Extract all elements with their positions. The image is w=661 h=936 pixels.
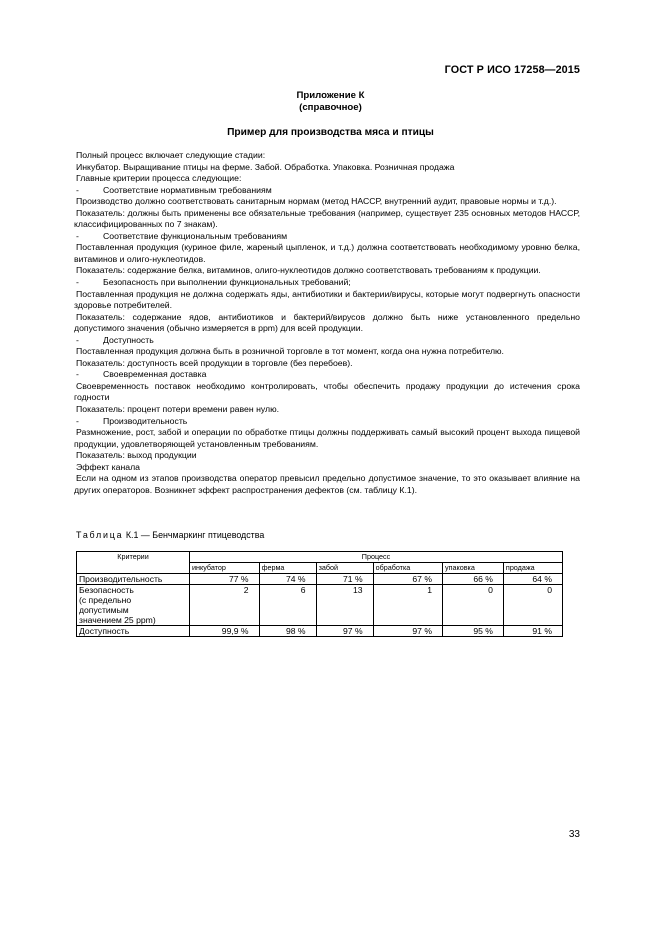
stage-header: упаковка [443, 563, 504, 574]
paragraph: Поставленная продукция (куриное филе, жареный цыпленок, и т.д.) должна соответствовать необходимому уровню белка, витаминов и олиго-нуклеотидов. [74, 242, 580, 264]
table-cell: 64 % [503, 574, 562, 585]
bullet-item [74, 416, 580, 428]
bullet-dash: - [76, 334, 79, 345]
paragraph: Показатель: доступность всей продукции в торговле (без перебоев). [76, 357, 353, 368]
table-cell: 77 % [190, 574, 260, 585]
stage-header: продажа [503, 563, 562, 574]
paragraph: Размножение, рост, забой и операции по обработке птицы должны поддерживать самый высокий процент выхода пищевой продукции, удовлетворяющей установленным требованиям. [74, 427, 580, 449]
table-cell: 97 % [316, 626, 373, 637]
table-row [77, 626, 563, 637]
paragraph: Инкубатор. Выращивание птицы на ферме. Забой. Обработка. Упаковка. Розничная продажа [76, 161, 455, 172]
section-heading: Пример для производства мяса и птицы [227, 127, 434, 138]
paragraph: Полный процесс включает следующие стадии: [76, 150, 266, 160]
bullet-dash: - [76, 277, 79, 288]
process-header: Процесс [190, 552, 563, 563]
bullet-dash: - [76, 230, 79, 241]
annex-type: (справочное) [299, 102, 362, 113]
table-cell: 67 % [373, 574, 442, 585]
bullet-text: Доступность [103, 334, 154, 345]
paragraph: Главные критерии процесса следующие: [76, 173, 242, 184]
paragraph: Показатель: содержание ядов, антибиотиков и бактерий/вирусов должно быть ниже установленного предельно допустимого значения (обычно измеряется в ppm) для всей продукции. [74, 311, 580, 334]
paragraph: Показатель: должны быть применены все обязательные требования (например, существует 235 основных методов НАССР, классифицированных по 7 знакам). [74, 207, 580, 230]
paragraph: Показатель: выход продукции [76, 450, 197, 461]
bullet-dash: - [76, 369, 79, 380]
table-cell: 0 [503, 585, 562, 626]
bullet-text: Соответствие нормативным требованиям [103, 184, 272, 195]
row-label-line: (с предельно [79, 595, 132, 605]
paragraph: Если на одном из этапов производства оператор превысил предельно допустимое значение, то это оказывает влияние на других операторов. Возникнет эффект распространения дефектов (см. таблицу К.1). [74, 473, 580, 495]
stage-header: инкубатор [190, 563, 260, 574]
bullet-item [74, 185, 580, 197]
table-cell: 1 [373, 585, 442, 626]
bullet-dash: - [76, 415, 79, 426]
table-cell: 97 % [373, 626, 442, 637]
row-label-line: допустимым [79, 605, 129, 615]
table-cell: 66 % [443, 574, 504, 585]
row-label-line: значением 25 ppm) [79, 615, 156, 625]
body-text [74, 150, 580, 496]
bullet-dash: - [76, 184, 79, 195]
paragraph: Поставленная продукция должна быть в розничной торговле в тот момент, когда она нужна потребителю. [76, 346, 504, 357]
table-cell: 95 % [443, 626, 504, 637]
stage-header: ферма [259, 563, 316, 574]
bullet-text: Безопасность при выполнении функциональных требований; [103, 277, 351, 288]
table-cell: 71 % [316, 574, 373, 585]
bullet-item [74, 369, 580, 381]
criteria-header: Критерии [77, 552, 190, 574]
benchmark-table [76, 551, 563, 637]
table-cell: 13 [316, 585, 373, 626]
table-row [77, 574, 563, 585]
paragraph: Своевременность поставок необходимо контролировать, чтобы обеспечить продажу продукции до истечения срока годности [74, 380, 580, 403]
bullet-item [74, 335, 580, 347]
table-cell: 6 [259, 585, 316, 626]
table-cell: 0 [443, 585, 504, 626]
standard-code: ГОСТ Р ИСО 17258—2015 [444, 64, 580, 76]
row-label [77, 585, 190, 626]
page-number: 33 [568, 829, 580, 840]
bullet-item [74, 231, 580, 243]
row-label: Производительность [77, 574, 190, 585]
paragraph: Эффект канала [76, 461, 141, 472]
table-caption-label: Таблица [76, 530, 124, 540]
stage-header: обработка [373, 563, 442, 574]
bullet-text: Соответствие функциональным требованиям [103, 230, 288, 241]
table-row [77, 585, 563, 626]
table-cell: 74 % [259, 574, 316, 585]
table-cell: 98 % [259, 626, 316, 637]
bullet-item [74, 277, 580, 289]
paragraph: Показатель: содержание белка, витаминов, олиго-нуклеотидов должно соответствовать требованиям к продукции. [76, 265, 541, 276]
table-caption-text: К.1 — Бенчмаркинг птицеводства [123, 530, 265, 540]
bullet-text: Своевременная доставка [103, 369, 207, 380]
bullet-text: Производительность [103, 415, 188, 426]
paragraph: Поставленная продукция не должна содержать яды, антибиотики и бактерии/вирусы, которые могут подвергнуть опасности здоровье потребителей. [74, 288, 580, 311]
row-label: Доступность [77, 626, 190, 637]
paragraph: Показатель: процент потери времени равен нулю. [76, 404, 280, 415]
table-cell: 99,9 % [190, 626, 260, 637]
table-header-row [77, 552, 563, 563]
annex-title: Приложение К [296, 90, 365, 101]
paragraph: Производство должно соответствовать санитарным нормам (метод НАССР, внутренний аудит, правовые нормы и т.д.). [76, 196, 557, 207]
table-cell: 91 % [503, 626, 562, 637]
stage-header: забой [316, 563, 373, 574]
table-cell: 2 [190, 585, 260, 626]
table-caption [76, 530, 264, 540]
row-label-line: Безопасность [79, 585, 134, 595]
